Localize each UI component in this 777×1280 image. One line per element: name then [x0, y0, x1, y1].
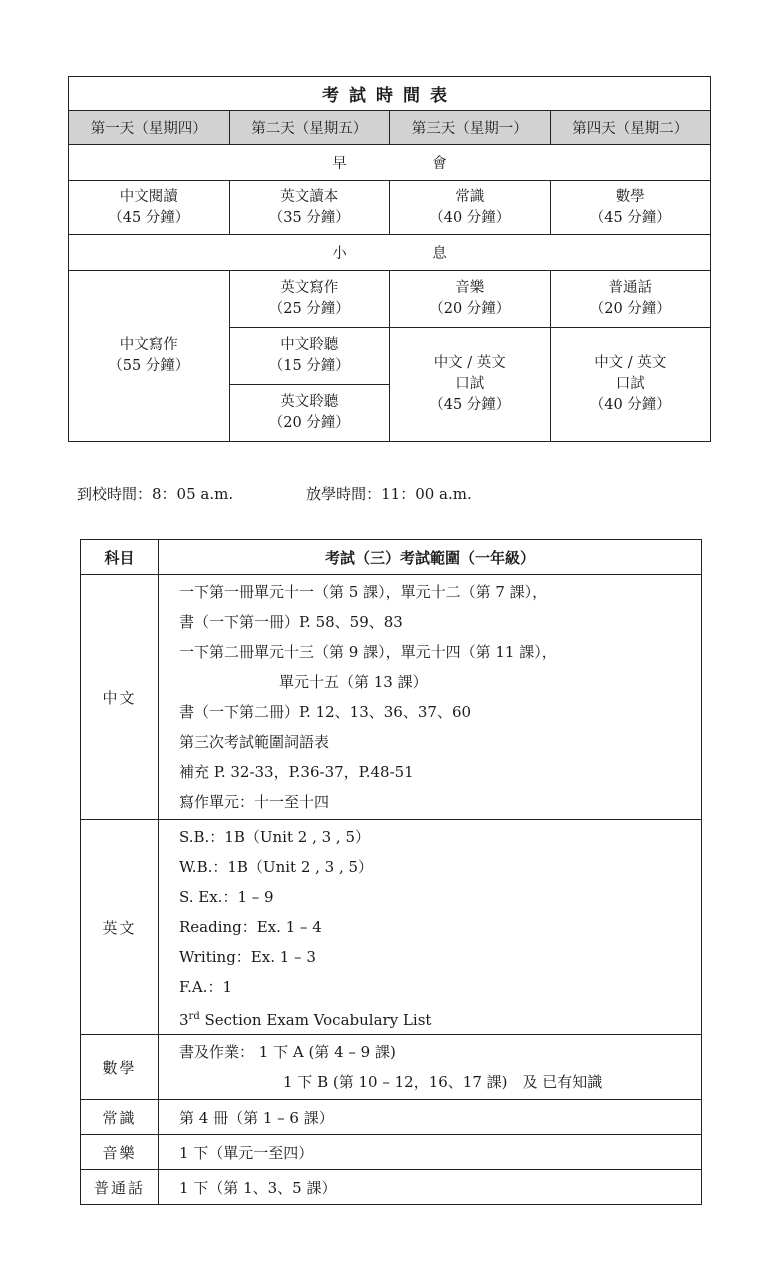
subject-english: 英文: [81, 820, 159, 1035]
scope-header-row: [81, 540, 702, 575]
subject-putonghua: 普通話: [81, 1170, 159, 1205]
subject-music: 音樂: [81, 1135, 159, 1170]
school-times: [77, 483, 472, 504]
chinese-scope: 一下第一冊單元十一（第 5 課），單元十二（第 7 課）， 書（一下第一冊）P. 58、59、83 一下第二冊單元十三（第 9 課），單元十四（第 11 課）， 單元十五（第 13 課） 書（一下第二冊）P. 12、13、36、37、60 第三次考試範圍詞語表 補充 P. 32-33，P.36-37，P.48-51 寫作單元：十一至十四: [159, 575, 702, 820]
day3-oral-exam: 中文 / 英文 口試 （45 分鐘）: [390, 328, 551, 442]
day1-session2: 中文寫作 （55 分鐘）: [69, 271, 230, 442]
scope-row-gs: [81, 1100, 702, 1135]
day-header-row: [69, 111, 711, 145]
day-3-header: 第三天（星期一）: [390, 111, 551, 145]
day2-english-writing: 英文寫作 （25 分鐘）: [229, 271, 390, 328]
day3-session1: 常識 （40 分鐘）: [390, 181, 551, 235]
dismissal-time: 放學時間：11：00 a.m.: [306, 485, 472, 503]
day-2-header: 第二天（星期五）: [229, 111, 390, 145]
arrival-time: 到校時間：8：05 a.m.: [77, 485, 234, 503]
subject-chinese: 中文: [81, 575, 159, 820]
english-scope: S.B.：1B（Unit 2 , 3 , 5） W.B.：1B（Unit 2 , 3 , 5） S. Ex.：1 – 9 Reading：Ex. 1 – 4 Writing：Ex. 1 – 3 F.A.：1 3rd Section Exam Vocabulary List: [159, 820, 702, 1035]
scope-row-music: [81, 1135, 702, 1170]
scope-title: 考試（三）考試範圍（一年級）: [159, 540, 702, 575]
subject-gs: 常識: [81, 1100, 159, 1135]
scope-subject-header: 科目: [81, 540, 159, 575]
day-1-header: 第一天（星期四）: [69, 111, 230, 145]
putonghua-scope: 1 下（第 1、3、5 課）: [159, 1170, 702, 1205]
subject-math: 數學: [81, 1035, 159, 1100]
scope-row-math: [81, 1035, 702, 1100]
vocabulary-list-line: 3rd Section Exam Vocabulary List: [179, 1011, 432, 1029]
gs-scope: 第 4 冊（第 1 – 6 課）: [159, 1100, 702, 1135]
schedule-title: 考試時間表: [69, 77, 711, 111]
day-4-header: 第四天（星期二）: [550, 111, 711, 145]
break-row: 小 息: [69, 235, 711, 271]
day2-chinese-listening: 中文聆聽 （15 分鐘）: [229, 328, 390, 385]
day4-session1: 數學 （45 分鐘）: [550, 181, 711, 235]
assembly-row: 早 會: [69, 145, 711, 181]
day2-session1: 英文讀本 （35 分鐘）: [229, 181, 390, 235]
day2-english-listening: 英文聆聽 （20 分鐘）: [229, 385, 390, 442]
scope-row-english: [81, 820, 702, 1035]
exam-schedule-table: [68, 76, 711, 442]
day4-putonghua: 普通話 （20 分鐘）: [550, 271, 711, 328]
day4-oral-exam: 中文 / 英文 口試 （40 分鐘）: [550, 328, 711, 442]
day3-music: 音樂 （20 分鐘）: [390, 271, 551, 328]
exam-scope-table: [80, 539, 702, 1205]
day1-session1: 中文閱讀 （45 分鐘）: [69, 181, 230, 235]
scope-row-putonghua: [81, 1170, 702, 1205]
math-scope: 書及作業： 1 下 A (第 4 – 9 課) 1 下 B (第 10 – 12，16、17 課) 及 已有知識: [159, 1035, 702, 1100]
music-scope: 1 下（單元一至四）: [159, 1135, 702, 1170]
scope-row-chinese: [81, 575, 702, 820]
